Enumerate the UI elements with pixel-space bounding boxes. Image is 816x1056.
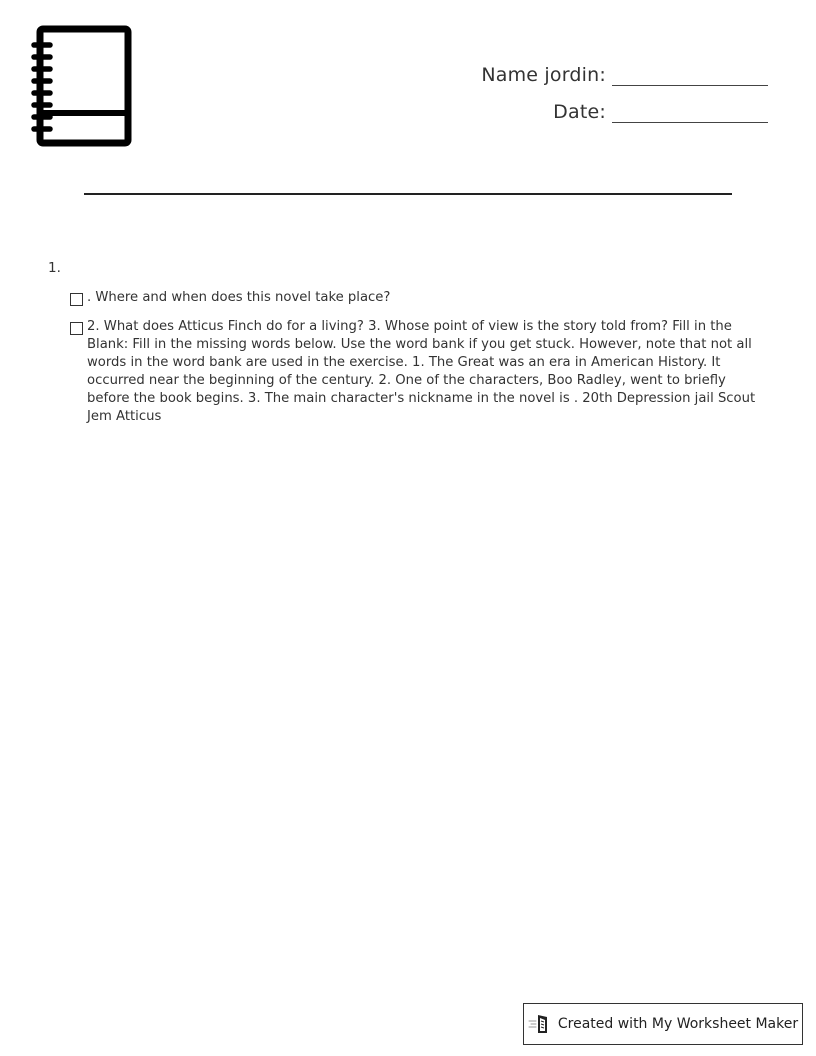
option-text: . Where and when does this novel take place? [87,290,391,305]
date-field[interactable] [612,98,768,123]
name-field-row [448,50,768,87]
checkbox[interactable] [70,293,83,306]
date-label: Date: [553,101,606,123]
date-field-row [448,87,768,124]
worksheet-maker-logo-icon [528,1012,552,1036]
created-with-label: Created with My Worksheet Maker [557,1016,799,1032]
checkbox[interactable] [70,322,83,335]
question-number: 1. [48,260,61,276]
title-divider [84,193,732,195]
option-text: 2. What does Atticus Finch do for a living? 3. Whose point of view is the story told from? Fill in the Blank: Fill in the missing words below. Use the word bank if you get stuck. However, note that not all words in the word bank are used in the exercise. 1. The Great was an era in American History. It occurred near the beginning of the century. 2. One of the characters, Boo Radley, went to briefly before the book begins. 3. The main character's nickname in the novel is . 20th Depression jail Scout Jem Atticus [87,319,756,424]
name-label: Name jordin: [481,64,606,86]
spiral-notebook-icon [30,25,134,149]
answer-option[interactable] [70,318,770,426]
header-fields [448,50,768,124]
answer-option[interactable] [70,289,770,307]
created-with-badge[interactable] [523,1003,803,1045]
name-field[interactable] [612,61,768,86]
answer-options [70,289,770,437]
